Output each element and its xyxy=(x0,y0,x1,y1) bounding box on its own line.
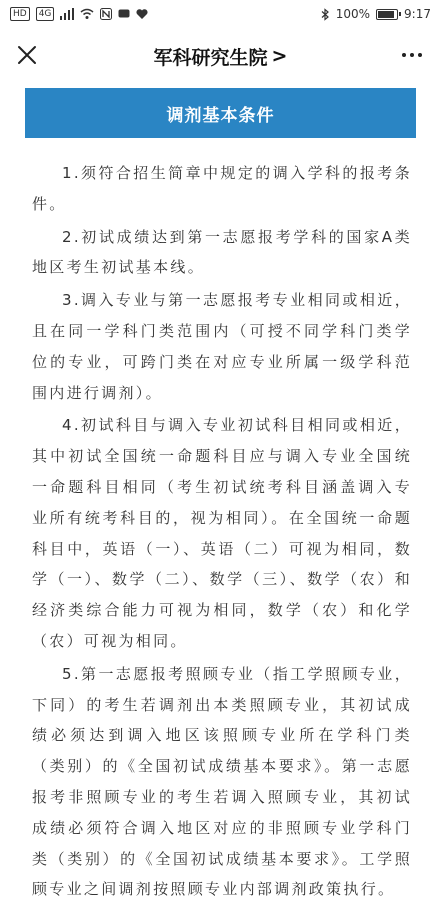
chevron-right-icon: > xyxy=(271,45,288,67)
status-left xyxy=(10,7,148,21)
status-bar xyxy=(0,0,441,28)
paragraph-2: 2.初试成绩达到第一志愿报考学科的国家A类地区考生初试基本线。 xyxy=(32,227,412,277)
section-title: 调剂基本条件 xyxy=(166,105,275,126)
battery-percent: 100% xyxy=(335,7,371,21)
hd-indicator: HD xyxy=(10,7,30,21)
section-banner xyxy=(25,88,416,138)
status-right xyxy=(321,7,431,21)
title-bar xyxy=(0,30,441,82)
more-dots-icon xyxy=(402,53,406,57)
more-button[interactable] xyxy=(397,42,427,68)
wifi-icon xyxy=(80,8,94,20)
signal-icon xyxy=(60,8,74,20)
paragraph-3: 3.调入专业与第一志愿报考专业相同或相近，且在同一学科门类范围内（可授不同学科门类学位的专业，可跨门类在对应专业所属一级学科范围内进行调剂）。 xyxy=(32,291,412,402)
paragraph-5: 5.第一志愿报考照顾专业（指工学照顾专业，下同）的考生若调剂出本类照顾专业，其初试成绩必须达到调入地区该照顾专业所在学科门类（类别）的《全国初试成绩基本要求》。第一志愿报考非照顾专业的考生若调入照顾专业，其初试成绩必须符合调入地区对应的非照顾专业学科门类（类别）的《全国初试成绩基本要求》。工学照顾专业之间调剂按照顾专业内部调剂政策执行。 xyxy=(32,664,412,899)
heart-icon xyxy=(136,8,148,20)
nfc-icon xyxy=(100,8,112,20)
close-icon xyxy=(17,45,37,65)
page-title: 军科研究生院 xyxy=(153,46,268,69)
network-indicator: 4G xyxy=(36,7,55,21)
battery-icon xyxy=(376,9,398,20)
message-icon xyxy=(118,8,130,20)
bluetooth-icon xyxy=(321,8,330,21)
close-button[interactable] xyxy=(12,40,42,70)
clock: 9:17 xyxy=(404,7,431,21)
paragraph-4: 4.初试科目与调入专业初试科目相同或相近，其中初试全国统一命题科目应与调入专业全国统一命题科目相同（考生初试统考科目涵盖调入专业所有统考科目的，视为相同）。在全国统一命题科目中，英语（一）、英语（二）可视为相同，数学（一）、数学（二）、数学（三）、数学（农）和经济类综合能力可视为相同，数学（农）和化学（农）可视为相同。 xyxy=(32,416,412,650)
article-body xyxy=(32,158,412,907)
account-title[interactable] xyxy=(154,43,288,70)
paragraph-1: 1.须符合招生简章中规定的调入学科的报考条件。 xyxy=(32,164,412,213)
